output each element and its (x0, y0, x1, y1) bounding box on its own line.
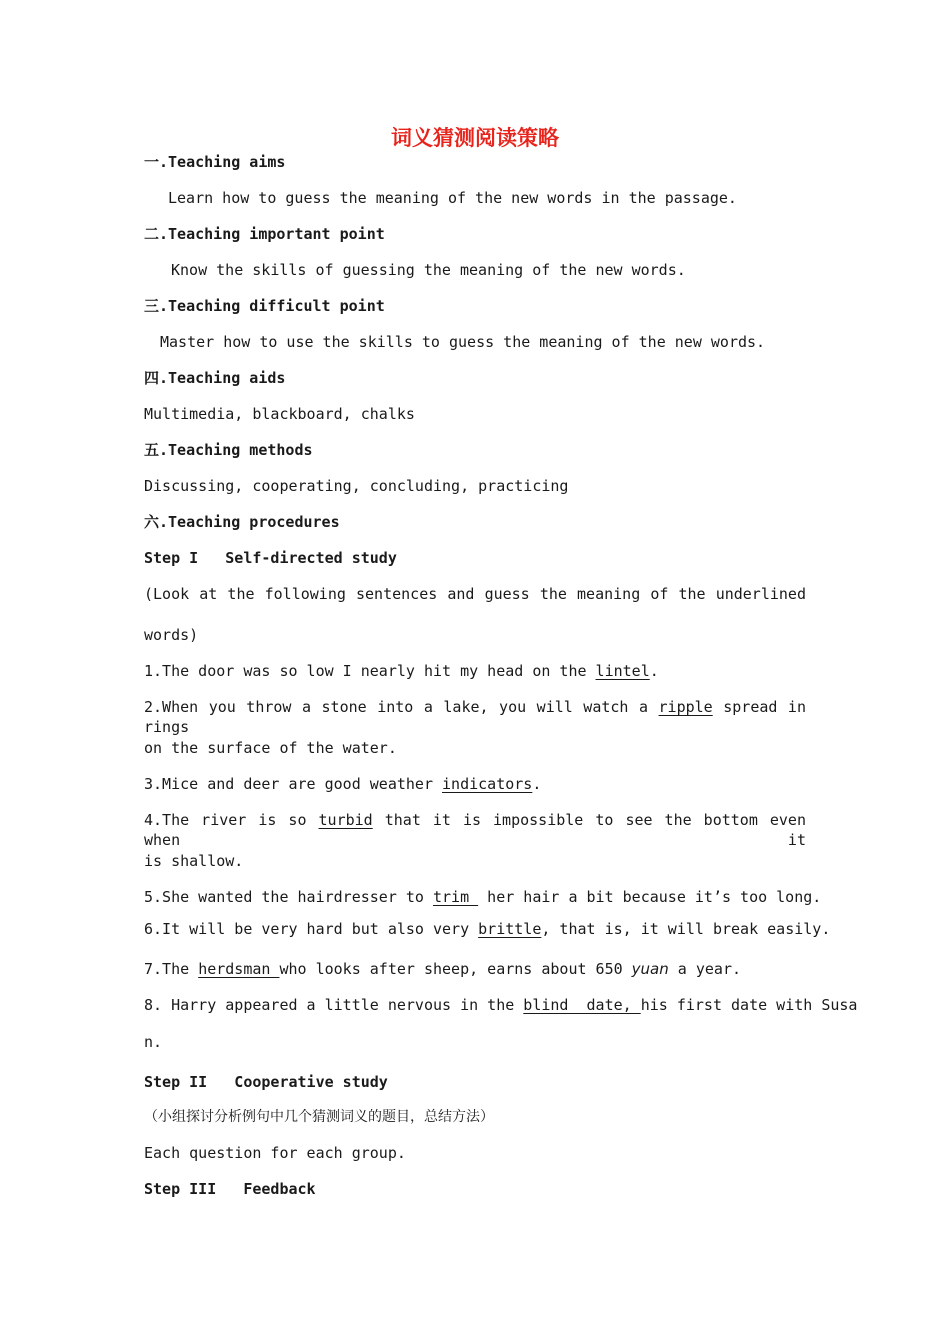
sentence-4-cont: is shallow. (144, 852, 244, 870)
important-heading: 二.Teaching important point (144, 225, 385, 243)
step1-instruction: (Look at the following sentences and guess the meaning of the underlined (144, 585, 806, 603)
underlined-word: herdsman (198, 960, 280, 978)
difficult-heading: 三.Teaching difficult point (144, 297, 385, 315)
italic-word: yuan (631, 960, 669, 978)
aids-text: Multimedia, blackboard, chalks (144, 405, 415, 423)
sentence-8: 8. Harry appeared a little nervous in the blind date, his first date with Susa (144, 996, 858, 1014)
methods-heading: 五.Teaching methods (144, 441, 313, 459)
sentence-1: 1.The door was so low I nearly hit my head on the lintel. (144, 662, 659, 680)
aims-text: Learn how to guess the meaning of the new words in the passage. (168, 189, 737, 207)
sentence-4: 4.The river is so turbid that it is impossible to see the bottom even when it (144, 811, 806, 849)
underlined-word: blind date, (523, 996, 641, 1014)
procedures-heading: 六.Teaching procedures (144, 513, 340, 531)
underlined-word: lintel (595, 662, 650, 680)
step2-text: Each question for each group. (144, 1144, 406, 1162)
important-text: Know the skills of guessing the meaning of the new words. (171, 261, 686, 279)
sentence-3: 3.Mice and deer are good weather indicators. (144, 775, 542, 793)
aims-heading: 一.Teaching aims (144, 153, 286, 171)
step2-note: （小组探讨分析例句中几个猜测词义的题目，总结方法） (144, 1109, 494, 1125)
step1-heading: Step I Self-directed study (144, 549, 397, 567)
sentence-2: 2.When you throw a stone into a lake, you will watch a ripple spread in rings (144, 698, 806, 736)
difficult-text: Master how to use the skills to guess the meaning of the new words. (160, 333, 766, 351)
sentence-7: 7.The herdsman who looks after sheep, earns about 650 yuan a year. (144, 960, 742, 978)
step1-instruction-cont: words) (144, 626, 199, 644)
step2-heading: Step II Cooperative study (144, 1073, 388, 1091)
sentence-2-cont: on the surface of the water. (144, 739, 397, 757)
underlined-word: turbid (318, 811, 373, 829)
document-title: 词义猜测阅读策略 (391, 126, 559, 150)
underlined-word: indicators (442, 775, 533, 793)
step3-heading: Step III Feedback (144, 1180, 316, 1198)
sentence-6: 6.It will be very hard but also very brittle, that is, it will break easily. (144, 920, 831, 938)
aids-heading: 四.Teaching aids (144, 369, 286, 387)
underlined-word: ripple (658, 698, 713, 716)
sentence-5: 5.She wanted the hairdresser to trim her hair a bit because it’s too long. (144, 888, 822, 906)
underlined-word: brittle (478, 920, 542, 938)
underlined-word: trim (432, 888, 479, 906)
methods-text: Discussing, cooperating, concluding, practicing (144, 477, 569, 495)
sentence-8-cont: n. (144, 1033, 163, 1051)
